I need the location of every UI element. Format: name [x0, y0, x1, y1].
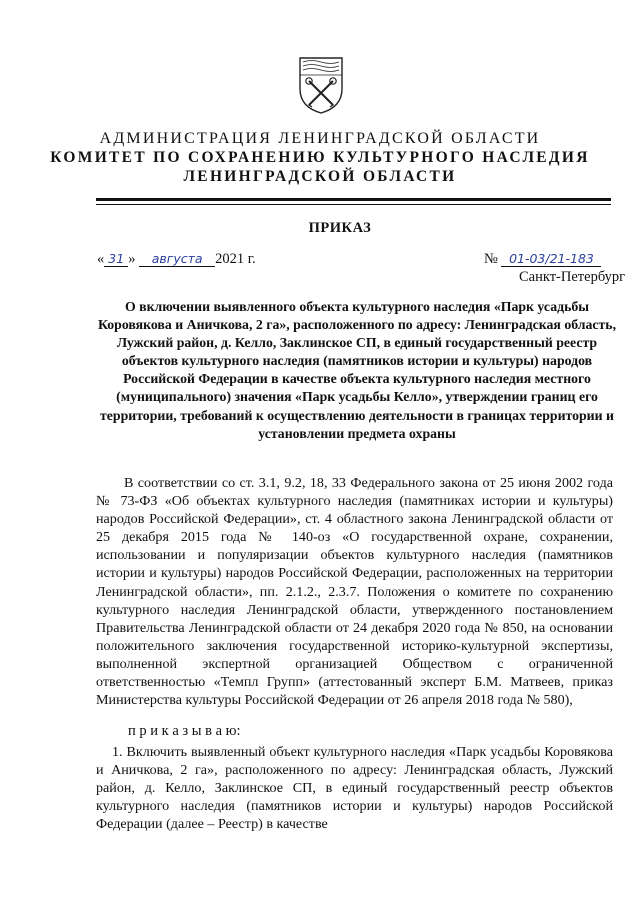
order-word: п р и к а з ы в а ю:: [128, 723, 241, 739]
document-title: О включении выявленного объекта культурного наследия «Парк усадьбы Коровякова и Аничкова, 2 га», расположенного по адресу: Ленинградская область, Лужский район, д. Келло, Заклинское СП, в единый государственный реестр объектов культурного наследия (памятников истории и культуры) народов Российской Федерации в качестве объекта культурного наследия местного (муниципального) значения «Парк усадьбы Келло», утверждении границ его территории, требований к осуществлению деятельности в границах территории и установлении предмета охраны: [97, 299, 617, 441]
org-name-line3: ЛЕНИНГРАДСКОЙ ОБЛАСТИ: [183, 168, 457, 185]
document-number: [484, 251, 601, 268]
number-value: 01-03/21-183: [501, 252, 601, 267]
preamble-paragraph: В соответствии со ст. 3.1, 9.2, 18, 33 Федерального закона от 25 июня 2002 года № 73-ФЗ «Об объектах культурного наследия (памятниках истории и культуры) народов Российской Федерации», ст. 4 областного закона Ленинградской области от 25 декабря 2015 года № 140-оз «О государственной охране, сохранении, использовании и популяризации объектов культурного наследия (памятников истории и культуры) народов Российской Федерации, расположенных на территории Ленинградской области», пп. 2.1.2., 2.3.7. Положения о комитете по сохранению культурного наследия Ленинградской области, утвержденного постановлением Правительства Ленинградской области от 24 декабря 2020 года № 850, на основании положительного заключения государственной историко-культурной экспертизы, выполненной экспертной организацией Обществом с ограниченной ответственностью «Темпл Групп» (аттестованный эксперт Б.М. Матвеев, приказ Министерства культуры Российской Федерации от 26 апреля 2018 года № 580),: [96, 475, 613, 709]
org-name-line2: КОМИТЕТ ПО СОХРАНЕНИЮ КУЛЬТУРНОГО НАСЛЕДИЯ: [50, 149, 590, 166]
date-month: августа: [139, 252, 215, 267]
coat-of-arms-icon: [297, 55, 345, 115]
order-item-1: [96, 743, 613, 833]
document-type: ПРИКАЗ: [308, 220, 372, 236]
date-close-quote: »: [128, 251, 136, 267]
header-divider-thin: [96, 204, 611, 205]
order-item-1-text: 1. Включить выявленный объект культурного наследия «Парк усадьбы Коровякова и Аничкова, 2 га», расположенного по адресу: Ленинградская область, Лужский район, д. Келло, Заклинское СП, в единый государственный реестр объектов культурного наследия (памятников истории и культуры) народов Российской Федерации (далее – Реестр) в качестве: [96, 744, 613, 833]
date-year: 2021 г.: [215, 251, 256, 267]
number-prefix: №: [484, 251, 498, 267]
document-date: [97, 251, 256, 268]
date-open-quote: «: [97, 251, 105, 267]
document-city: Санкт-Петербург: [519, 269, 626, 285]
date-day: 31: [104, 252, 128, 267]
preamble: [96, 474, 613, 709]
header-divider-thick: [96, 198, 611, 201]
org-name-line1: АДМИНИСТРАЦИЯ ЛЕНИНГРАДСКОЙ ОБЛАСТИ: [99, 130, 541, 147]
